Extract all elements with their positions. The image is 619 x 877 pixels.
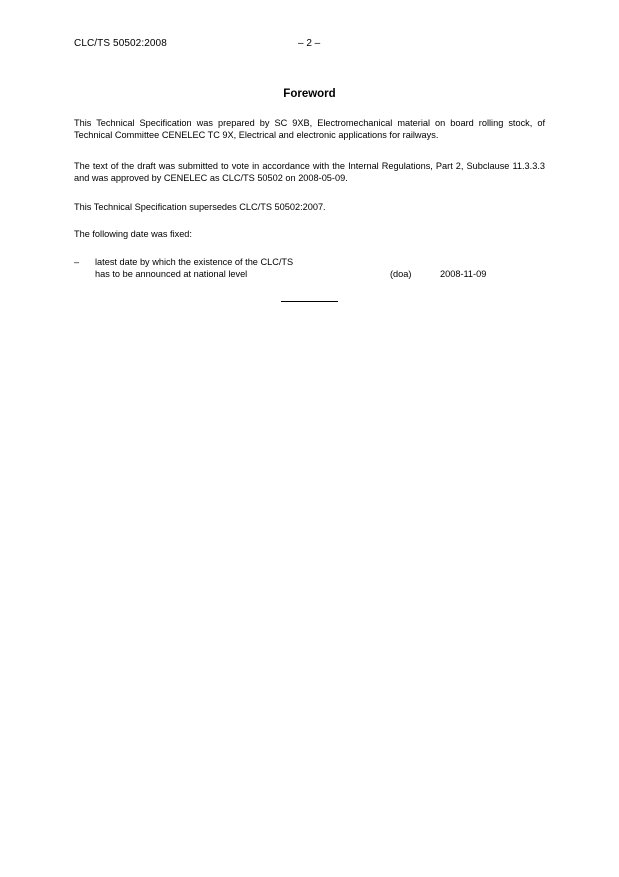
date-abbreviation: (doa) — [390, 268, 412, 279]
document-identifier: CLC/TS 50502:2008 — [74, 38, 167, 49]
date-description-line: latest date by which the existence of the CLC/TS — [95, 257, 294, 267]
end-divider — [281, 301, 338, 302]
page-number: – 2 – — [298, 38, 321, 49]
date-value: 2008-11-09 — [440, 268, 487, 279]
list-bullet: – — [74, 257, 80, 267]
foreword-paragraph: The following date was fixed: — [74, 229, 192, 239]
date-list-item — [74, 257, 545, 281]
foreword-paragraph: The text of the draft was submitted to vote in accordance with the Internal Regulations, Part 2, Subclause 11.3.3.3 and was approved by CENELEC as CLC/TS 50502 on 2008-05-09. — [74, 161, 545, 183]
date-description-line: has to be announced at national level — [95, 268, 248, 279]
date-description — [95, 257, 385, 280]
foreword-title: Foreword — [283, 88, 336, 100]
foreword-paragraph: This Technical Specification was prepared by SC 9XB, Electromechanical material on board rolling stock, of Technical Committee CENELEC TC 9X, Electrical and electronic applications for railways. — [74, 118, 545, 140]
foreword-paragraph: This Technical Specification supersedes CLC/TS 50502:2007. — [74, 202, 326, 212]
